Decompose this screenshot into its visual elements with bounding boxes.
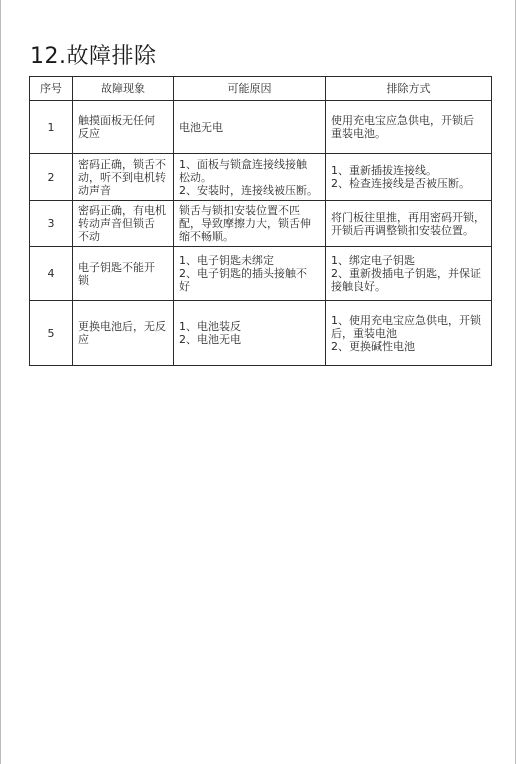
cause-cell xyxy=(174,201,326,247)
cell-text: 松动。 xyxy=(179,170,212,184)
header-symptom: 故障现象 xyxy=(73,77,174,101)
cell-text: 1、面板与锁盒连接线接触 xyxy=(179,157,307,171)
cause-cell xyxy=(174,154,326,201)
cell-text: 锁 xyxy=(78,273,89,287)
solution-cell xyxy=(326,247,492,301)
cell-text: 2、重新拨插电子钥匙，并保证 xyxy=(331,267,481,280)
cell-text: 电池无电 xyxy=(179,120,223,134)
row-number: 3 xyxy=(30,201,73,247)
cell-text: 好 xyxy=(179,280,190,293)
cell-text: 1、绑定电子钥匙 xyxy=(331,254,415,267)
cell-text: 密码正确，锁舌不 xyxy=(78,157,166,171)
table-row xyxy=(30,154,492,201)
solution-cell xyxy=(326,101,492,154)
table-row xyxy=(30,301,492,366)
cell-text: 接触良好。 xyxy=(331,280,386,293)
header-solution: 排除方式 xyxy=(326,77,492,101)
cell-text: 2、检查连接线是否被压断。 xyxy=(331,177,470,190)
header-number: 序号 xyxy=(30,77,73,101)
cause-cell xyxy=(174,247,326,301)
cell-text: 将门板往里推，再用密码开锁， xyxy=(331,210,485,224)
page-title: 12.故障排除 xyxy=(30,44,157,69)
cell-text: 触摸面板无任何 xyxy=(78,114,155,127)
cell-text: 使用充电宝应急供电，开锁后 xyxy=(331,114,474,127)
symptom-cell xyxy=(73,247,174,301)
solution-cell xyxy=(326,301,492,366)
cell-text: 转动声音但锁舌 xyxy=(78,217,155,230)
cell-text: 后，重装电池 xyxy=(331,326,397,340)
symptom-cell xyxy=(73,301,174,366)
cell-text: 2、安装时，连接线被压断。 xyxy=(179,183,318,197)
cell-text: 反应 xyxy=(78,127,100,140)
row-number: 2 xyxy=(30,154,73,201)
cell-text: 2、更换碱性电池 xyxy=(331,339,415,353)
cell-text: 不动 xyxy=(78,230,100,243)
cell-text: 密码正确，有电机 xyxy=(78,204,166,217)
cell-text: 1、使用充电宝应急供电，开锁 xyxy=(331,313,481,327)
cell-text: 应 xyxy=(78,333,89,346)
cell-text: 电子钥匙不能开 xyxy=(78,260,155,274)
cell-text: 动声音 xyxy=(78,183,111,197)
cell-text: 配，导致摩擦力大，锁舌伸 xyxy=(179,217,311,230)
table-row xyxy=(30,101,492,154)
cell-text: 锁舌与锁扣安装位置不匹 xyxy=(179,204,300,217)
cell-text: 动，听不到电机转 xyxy=(78,170,166,184)
cell-text: 缩不畅顺。 xyxy=(179,230,234,243)
cell-text: 1、电子钥匙未绑定 xyxy=(179,254,274,267)
cell-text: 1、电池装反 xyxy=(179,320,241,333)
troubleshooting-table xyxy=(29,76,492,366)
cause-cell xyxy=(174,301,326,366)
cell-text: 开锁后再调整锁扣安装位置。 xyxy=(331,223,474,237)
row-number: 4 xyxy=(30,247,73,301)
symptom-cell xyxy=(73,154,174,201)
solution-cell xyxy=(326,201,492,247)
table-row xyxy=(30,247,492,301)
solution-cell xyxy=(326,154,492,201)
symptom-cell xyxy=(73,201,174,247)
row-number: 5 xyxy=(30,301,73,366)
symptom-cell xyxy=(73,101,174,154)
cell-text: 2、电池无电 xyxy=(179,333,241,346)
row-number: 1 xyxy=(30,101,73,154)
table-row xyxy=(30,201,492,247)
cause-cell xyxy=(174,101,326,154)
table-header-row xyxy=(30,77,492,101)
cell-text: 更换电池后，无反 xyxy=(78,320,166,333)
header-cause: 可能原因 xyxy=(174,77,326,101)
cell-text: 2、电子钥匙的插头接触不 xyxy=(179,267,307,280)
cell-text: 1、重新插拔连接线。 xyxy=(331,164,437,177)
cell-text: 重装电池。 xyxy=(331,127,386,140)
